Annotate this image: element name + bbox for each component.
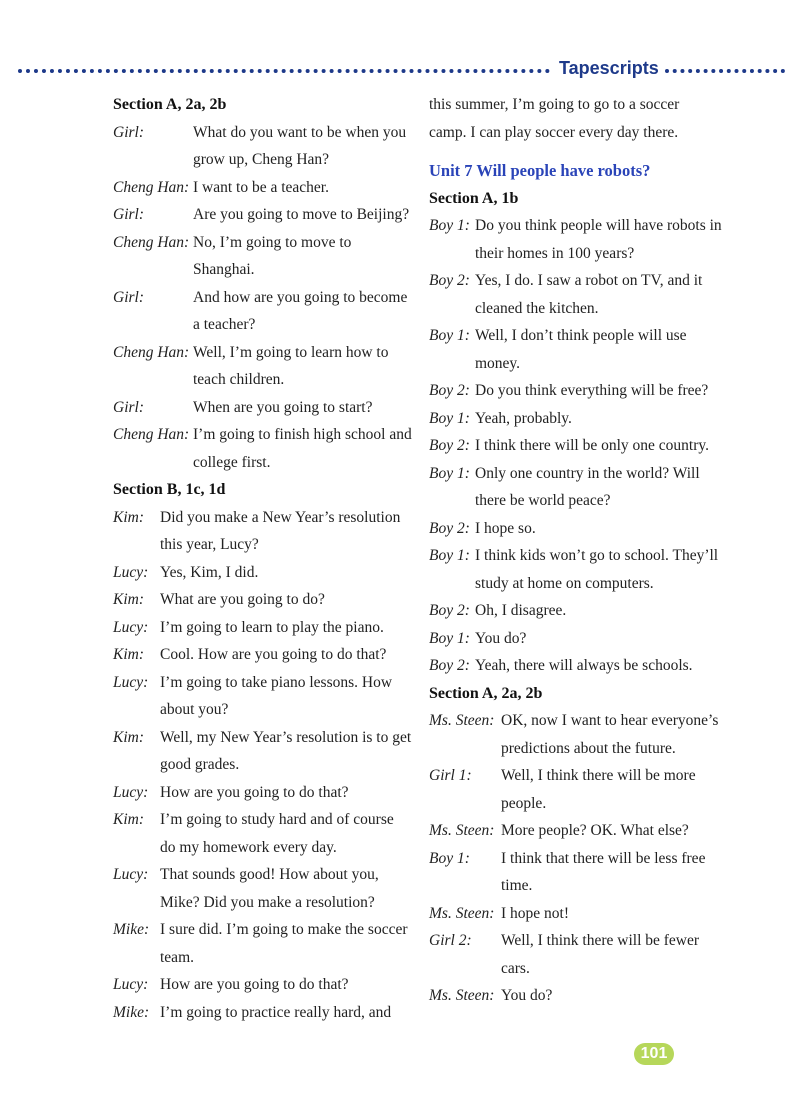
dialogue-line	[113, 641, 413, 669]
speaker-name: Boy 1:	[429, 547, 470, 564]
dialogue-text: Only one country in the world? Will there be world peace?	[475, 464, 700, 509]
speaker-name: Boy 1:	[429, 849, 470, 867]
dialogue-text: I’m going to study hard and of course do my homework every day.	[160, 811, 394, 856]
dialogue-line	[429, 707, 729, 762]
speaker-name: Boy 2:	[429, 272, 470, 289]
speaker-name: Boy 2:	[429, 657, 470, 674]
dialogue-text: No, I’m going to move to Shanghai.	[193, 233, 352, 278]
dialogue-text: Well, I think there will be fewer cars.	[501, 932, 700, 977]
dialogue-line	[113, 806, 413, 861]
dialogue-text: Well, I don’t think people will use money.	[475, 327, 687, 372]
dialogue-line	[429, 597, 729, 625]
dialogue-line	[429, 377, 729, 405]
dialogue-text: You do?	[501, 987, 553, 1004]
dialogue-text: Did you make a New Year’s resolution this year, Lucy?	[160, 508, 401, 553]
dialogue-line	[113, 284, 413, 339]
speaker-name: Mike:	[113, 921, 150, 938]
dialogue-text: I’m going to take piano lessons. How about you?	[160, 673, 393, 718]
dialogue-text: OK, now I want to hear everyone’s predictions about the future.	[501, 712, 719, 757]
speaker-name: Boy 1:	[429, 327, 470, 344]
dialogue-text: Yes, Kim, I did.	[160, 563, 259, 581]
dialogue-line	[429, 515, 729, 543]
speaker-name: Lucy:	[113, 976, 149, 993]
dialogue-text: Cool. How are you going to do that?	[160, 646, 387, 663]
speaker-name: Lucy:	[113, 783, 149, 801]
dialogue-text: I hope so.	[475, 519, 536, 537]
right-column	[429, 91, 729, 1010]
dialogue-text: How are you going to do that?	[160, 976, 349, 993]
dialogue-line	[113, 861, 413, 916]
speaker-name: Boy 1:	[429, 217, 470, 234]
dialogue-text: Well, I think there will be more people.	[501, 767, 696, 812]
section-heading: Section A, 2a, 2b	[113, 96, 227, 113]
dialogue-line	[113, 339, 413, 394]
speaker-name: Cheng Han:	[113, 178, 190, 196]
dialogue-continuation: camp. I can play soccer every day there.	[429, 123, 679, 141]
dialogue-line	[113, 559, 413, 587]
dialogue-text: I sure did. I’m going to make the soccer team.	[160, 921, 408, 966]
dialogue-line	[113, 614, 413, 642]
dialogue-line	[113, 421, 413, 476]
dialogue-text: What do you want to be when you grow up, Cheng Han?	[193, 123, 407, 168]
dialogue-line	[113, 971, 413, 999]
speaker-name: Kim:	[113, 508, 144, 526]
dialogue-text: Yes, I do. I saw a robot on TV, and it cleaned the kitchen.	[475, 272, 703, 317]
dialogue-text: More people? OK. What else?	[501, 822, 689, 839]
dialogue-line	[429, 432, 729, 460]
speaker-name: Kim:	[113, 811, 144, 828]
dialogue-line	[113, 394, 413, 422]
dialogue-text: Yeah, probably.	[475, 409, 572, 427]
dialogue-line	[429, 900, 729, 928]
dialogue-line	[429, 625, 729, 653]
dialogue-text: I’m going to practice really hard, and	[160, 1003, 392, 1021]
page-number: 101	[634, 1043, 674, 1065]
speaker-name: Girl:	[113, 398, 144, 416]
dialogue-text: I think kids won’t go to school. They’ll study at home on computers.	[475, 547, 719, 592]
speaker-name: Ms. Steen:	[429, 987, 495, 1004]
dialogue-line	[429, 322, 729, 377]
dialogue-line	[429, 982, 729, 1010]
section-heading: Section A, 2a, 2b	[429, 684, 543, 702]
dialogue-line	[429, 267, 729, 322]
dialogue-line	[113, 724, 413, 779]
speaker-name: Kim:	[113, 646, 144, 663]
speaker-name: Boy 1:	[429, 464, 470, 482]
speaker-name: Ms. Steen:	[429, 712, 495, 729]
section-heading: Section A, 1b	[429, 189, 519, 207]
dialogue-line	[429, 845, 729, 900]
speaker-name: Girl 2:	[429, 932, 472, 949]
speaker-name: Boy 2:	[429, 602, 470, 619]
left-column	[113, 91, 413, 1026]
dialogue-text: I hope not!	[501, 904, 570, 922]
dialogue-text: I think there will be only one country.	[475, 437, 710, 454]
speaker-name: Girl:	[113, 123, 144, 141]
speaker-name: Kim:	[113, 728, 144, 746]
dialogue-line	[429, 212, 729, 267]
speaker-name: Boy 1:	[429, 629, 470, 647]
dialogue-line	[113, 174, 413, 202]
dialogue-text: You do?	[475, 629, 527, 647]
dialogue-line	[113, 999, 413, 1027]
unit-title: Unit 7 Will people have robots?	[429, 161, 651, 180]
dialogue-line	[113, 916, 413, 971]
dialogue-text: Do you think people will have robots in their homes in 100 years?	[475, 217, 722, 262]
speaker-name: Kim:	[113, 591, 144, 608]
dialogue-line	[429, 542, 729, 597]
speaker-name: Cheng Han:	[113, 233, 190, 251]
dialogue-text: And how are you going to become a teacher?	[193, 288, 408, 333]
dialogue-text: Well, I’m going to learn how to teach children.	[193, 343, 389, 388]
header-dotted-rule-right	[665, 69, 785, 73]
dialogue-line	[429, 460, 729, 515]
dialogue-text: Well, my New Year’s resolution is to get good grades.	[160, 728, 412, 773]
speaker-name: Lucy:	[113, 618, 149, 636]
page-title: Tapescripts	[559, 58, 659, 78]
speaker-name: Lucy:	[113, 563, 149, 581]
dialogue-text: Yeah, there will always be schools.	[475, 657, 693, 674]
dialogue-text: I’m going to finish high school and college first.	[193, 426, 412, 471]
speaker-name: Ms. Steen:	[429, 822, 495, 839]
dialogue-text: Do you think everything will be free?	[475, 382, 709, 399]
dialogue-text: I think that there will be less free time.	[501, 849, 706, 894]
dialogue-text: Oh, I disagree.	[475, 602, 567, 619]
dialogue-line	[429, 927, 729, 982]
dialogue-line	[113, 779, 413, 807]
dialogue-text: I’m going to learn to play the piano.	[160, 618, 384, 636]
dialogue-continuation: this summer, I’m going to go to a soccer	[429, 96, 680, 113]
speaker-name: Girl 1:	[429, 767, 472, 784]
dialogue-text: Are you going to move to Beijing?	[193, 206, 410, 223]
speaker-name: Ms. Steen:	[429, 904, 495, 922]
speaker-name: Boy 2:	[429, 382, 470, 399]
dialogue-text: That sounds good! How about you, Mike? Did you make a resolution?	[160, 866, 379, 911]
speaker-name: Boy 1:	[429, 409, 470, 427]
dialogue-line	[113, 119, 413, 174]
section-heading: Section B, 1c, 1d	[113, 481, 226, 498]
dialogue-line	[113, 229, 413, 284]
speaker-name: Girl:	[113, 288, 144, 306]
dialogue-line	[429, 405, 729, 433]
dialogue-text: When are you going to start?	[193, 398, 373, 416]
speaker-name: Lucy:	[113, 866, 149, 883]
header-dotted-rule-left	[18, 69, 550, 73]
dialogue-line	[113, 504, 413, 559]
dialogue-text: I want to be a teacher.	[193, 178, 329, 196]
dialogue-line	[113, 669, 413, 724]
dialogue-line	[429, 817, 729, 845]
speaker-name: Cheng Han:	[113, 426, 190, 443]
speaker-name: Mike:	[113, 1003, 150, 1021]
speaker-name: Girl:	[113, 206, 144, 223]
dialogue-line	[113, 201, 413, 229]
dialogue-line	[113, 586, 413, 614]
speaker-name: Boy 2:	[429, 437, 470, 454]
dialogue-line	[429, 762, 729, 817]
speaker-name: Boy 2:	[429, 519, 470, 537]
speaker-name: Cheng Han:	[113, 343, 190, 361]
dialogue-line	[429, 652, 729, 680]
dialogue-text: How are you going to do that?	[160, 783, 349, 801]
dialogue-text: What are you going to do?	[160, 591, 325, 608]
speaker-name: Lucy:	[113, 673, 149, 691]
